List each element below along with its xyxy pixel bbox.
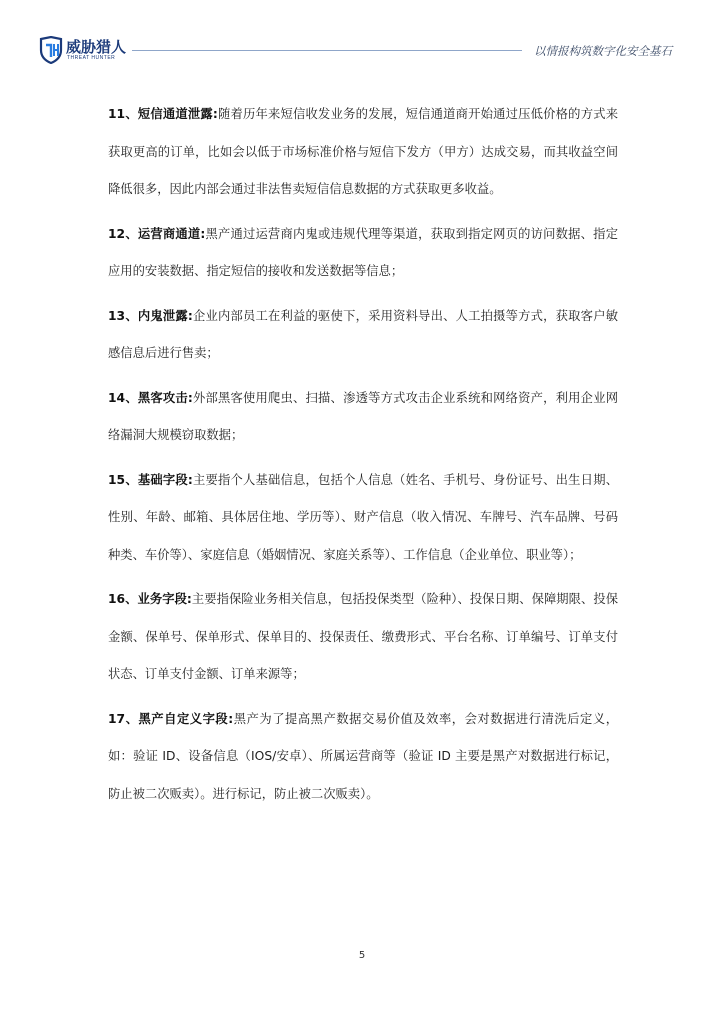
paragraph-text: 主要指个人基础信息，包括个人信息（姓名、手机号、身份证号、出生日期、性别、年龄、邮箱、具体居住地、学历等）、财产信息（收入情况、车牌号、汽车品牌、号码种类、车价等）、家庭信息（婚姻情况、家庭关系等）、工作信息（企业单位、职业等）； xyxy=(108,472,618,562)
document-body xyxy=(108,96,618,820)
paragraph-11 xyxy=(108,96,618,209)
paragraph-12 xyxy=(108,216,618,291)
paragraph-label: 16、业务字段: xyxy=(108,592,192,606)
header-divider xyxy=(132,50,522,51)
logo-chinese-text: 威胁猎人 xyxy=(66,38,127,56)
paragraph-text: 企业内部员工在利益的驱使下，采用资料导出、人工拍摄等方式，获取客户敏感信息后进行售卖； xyxy=(108,308,618,360)
paragraph-16 xyxy=(108,581,618,694)
paragraph-17 xyxy=(108,701,618,814)
logo-shield-icon xyxy=(38,36,64,64)
paragraph-text: 黑产为了提高黑产数据交易价值及效率，会对数据进行清洗后定义，如：验证 ID、设备信息（IOS/安卓）、所属运营商等（验证 ID 主要是黑产对数据进行标记，防止被二次贩卖）。进行标记，防止被二次贩卖）。 xyxy=(108,711,618,801)
paragraph-label: 12、运营商通道: xyxy=(108,226,206,241)
paragraph-label: 13、内鬼泄露: xyxy=(108,308,193,323)
paragraph-text: 黑产通过运营商内鬼或违规代理等渠道，获取到指定网页的访问数据、指定应用的安装数据、指定短信的接收和发送数据等信息； xyxy=(108,226,618,278)
paragraph-13 xyxy=(108,298,618,373)
paragraph-text: 外部黑客使用爬虫、扫描、渗透等方式攻击企业系统和网络资产，利用企业网络漏洞大规模窃取数据； xyxy=(108,390,618,442)
page-number: 5 xyxy=(358,950,366,961)
paragraph-text: 主要指保险业务相关信息，包括投保类型（险种）、投保日期、保障期限、投保金额、保单号、保单形式、保单目的、投保责任、缴费形式、平台名称、订单编号、订单支付状态、订单支付金额、订单来源等； xyxy=(108,592,618,681)
paragraph-text: 随着历年来短信收发业务的发展，短信通道商开始通过压低价格的方式来获取更高的订单，比如会以低于市场标准价格与短信下发方（甲方）达成交易，而其收益空间降低很多，因此内部会通过非法售卖短信信息数据的方式获取更多收益。 xyxy=(108,107,618,196)
paragraph-label: 15、基础字段: xyxy=(108,472,193,487)
page-header xyxy=(0,0,724,70)
threat-hunter-logo xyxy=(38,36,138,66)
paragraph-15 xyxy=(108,462,618,575)
header-tagline: 以情报构筑数字化安全基石 xyxy=(534,44,672,58)
paragraph-label: 11、短信通道泄露: xyxy=(108,107,218,121)
paragraph-14 xyxy=(108,380,618,455)
paragraph-label: 17、黑产自定义字段: xyxy=(108,711,234,726)
logo-english-text: THREAT HUNTER xyxy=(67,55,116,61)
paragraph-label: 14、黑客攻击: xyxy=(108,390,193,405)
